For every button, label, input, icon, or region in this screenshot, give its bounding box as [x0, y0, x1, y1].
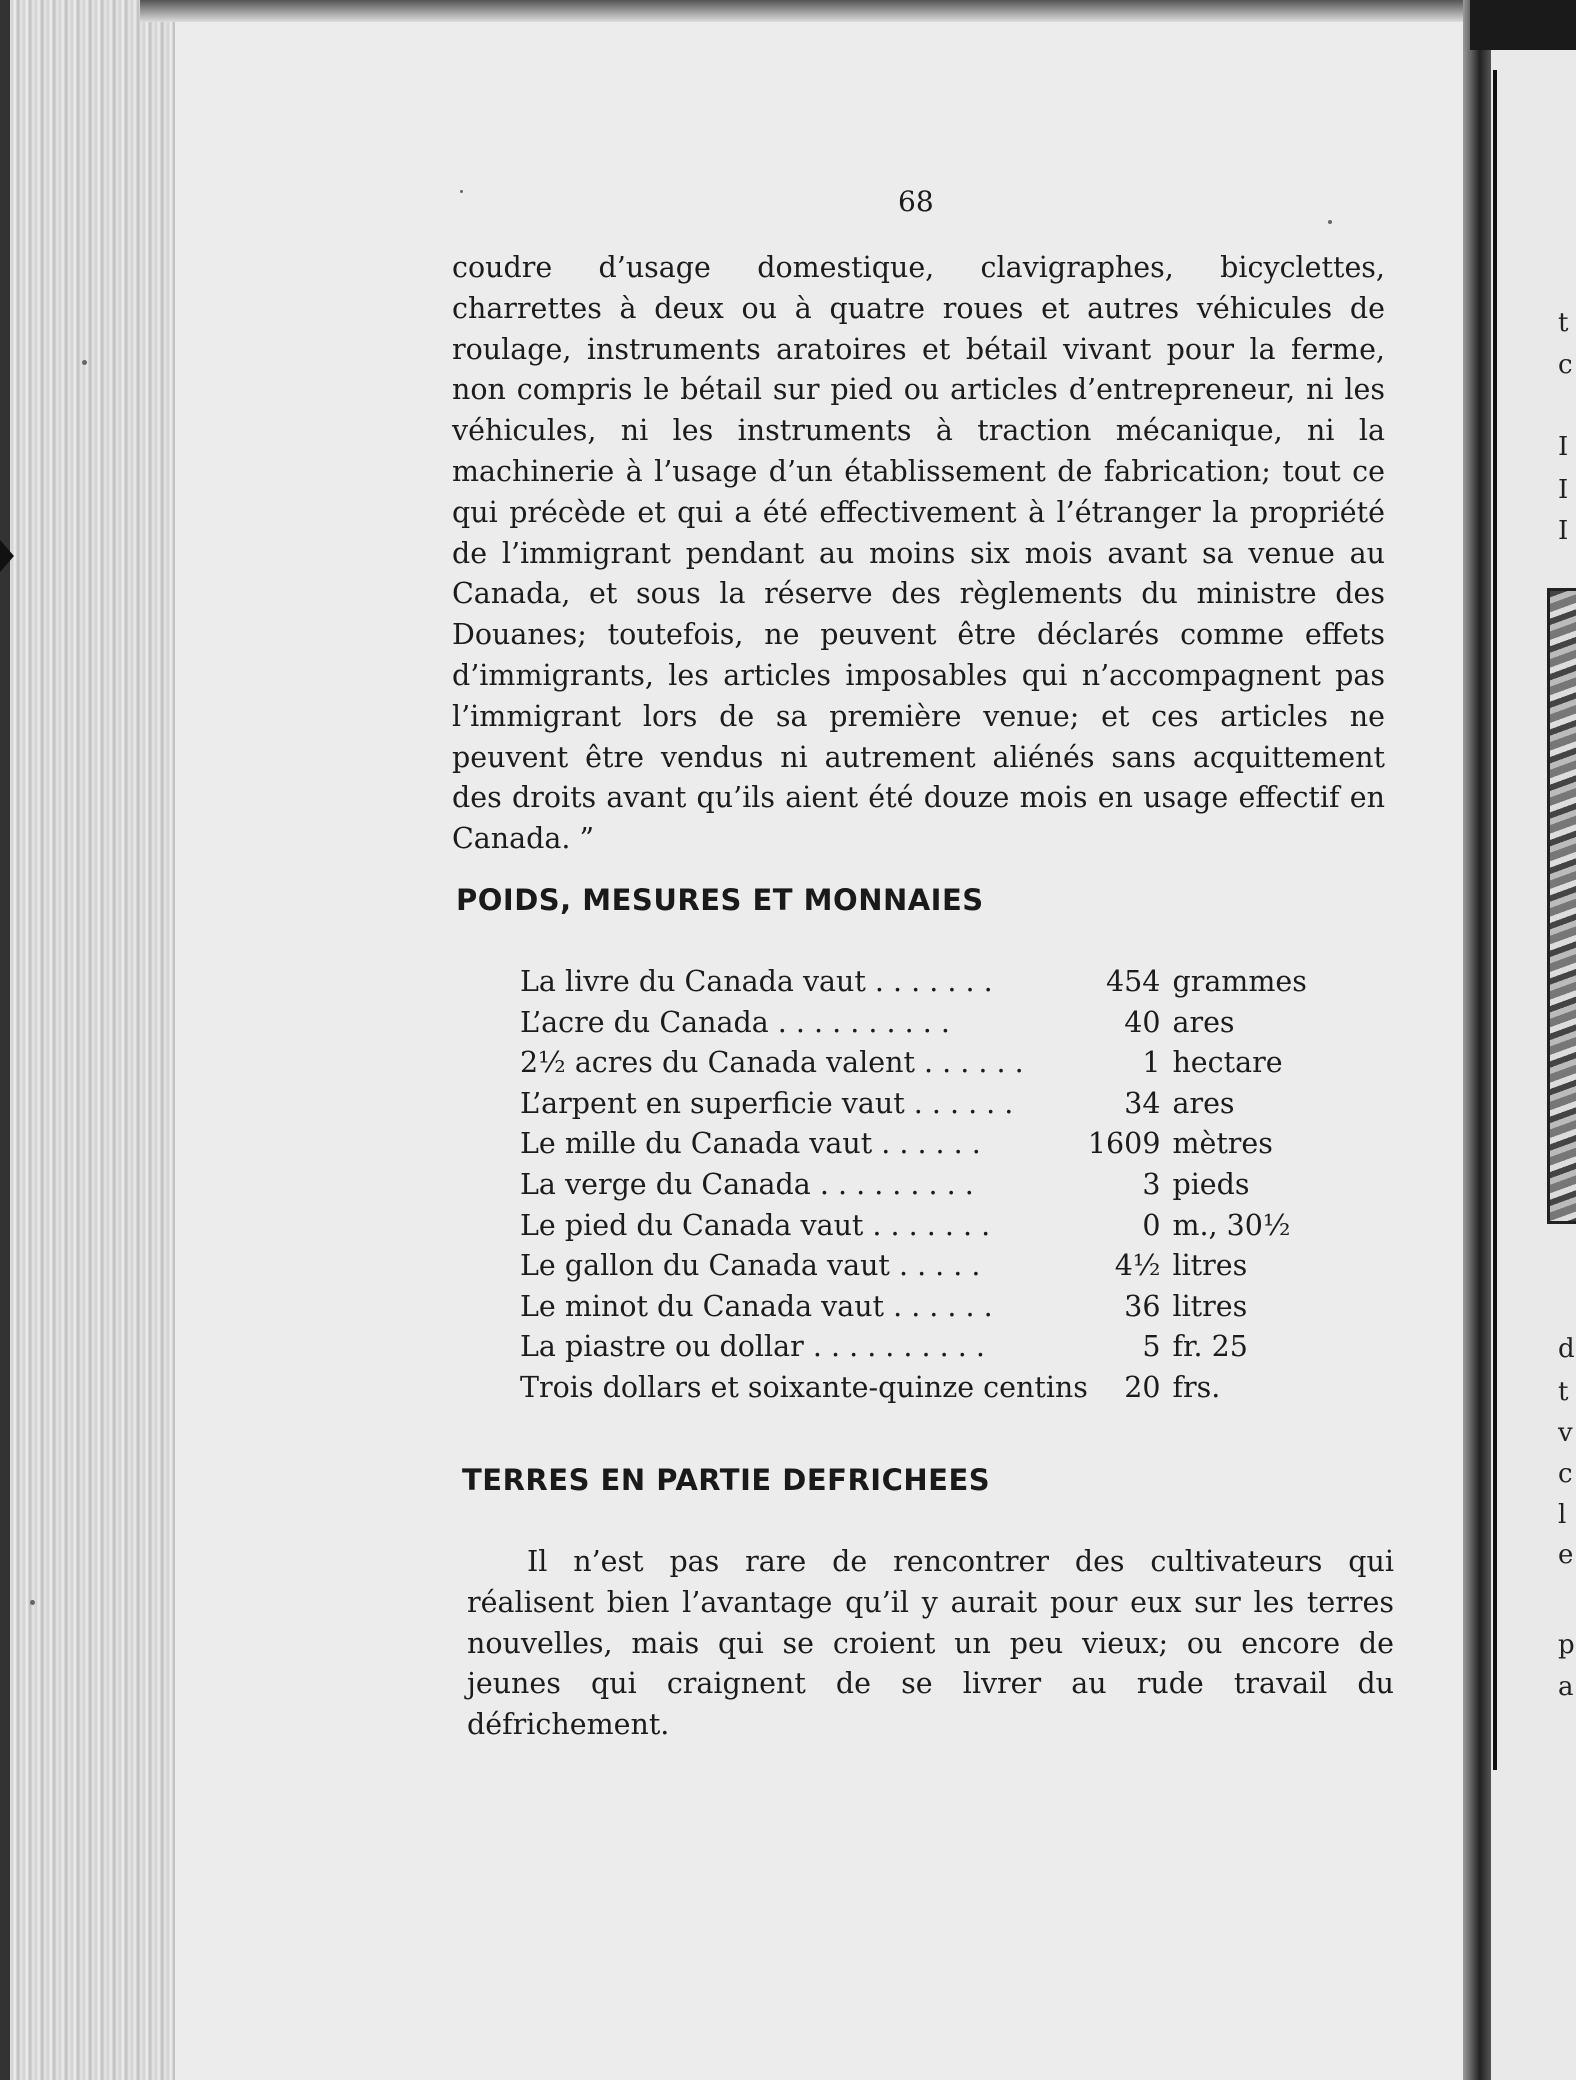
row-unit: litres — [1172, 1289, 1248, 1323]
row-unit: m., 30½ — [1172, 1208, 1291, 1242]
row-value: 36 — [1124, 1289, 1161, 1323]
body-paragraph: coudre d’usage domestique, clavigraphes, bicyclettes, charrettes à deux ou à quatre roues et autres véhicules de roulage, instruments aratoires et bétail vivant pour la ferme, non compris le bétail sur pied ou articles d’entrepreneur, ni les véhicules, ni les instruments à traction mécanique, ni la machinerie à l’usage d’un établissement de fabrication; tout ce qui précède et qui a été effectivement à l’étranger la propriété de l’immigrant pendant au moins six mois avant sa venue au Canada, et sous la réserve des règlements du ministre des Douanes; toutefois, ne peuvent être déclarés comme effets d’immigrants, les articles imposables qui n’accompagnent pas l’immigrant lors de sa première venue; et ces articles ne peuvent être vendus ni autrement aliénés sans acquittement des droits avant qu’ils aient été douze mois en usage effectif en Canada. ” — [452, 251, 1385, 856]
row-unit: mètres — [1172, 1127, 1273, 1161]
facing-letter: I — [1558, 475, 1569, 505]
edge-marker-icon — [0, 540, 14, 572]
row-unit: hectare — [1172, 1046, 1283, 1080]
row-unit: grammes — [1172, 965, 1307, 998]
facing-page-rule — [1493, 70, 1497, 1770]
facing-letter: l — [1558, 1500, 1567, 1530]
table-row — [520, 1287, 1342, 1328]
row-label: L’arpent en superficie vaut . . . . . . — [520, 1086, 1014, 1120]
row-label: Le minot du Canada vaut . . . . . . — [520, 1289, 993, 1323]
row-label: Le pied du Canada vaut . . . . . . . — [520, 1208, 991, 1242]
row-label: Trois dollars et soixante-quinze centins — [520, 1370, 1088, 1404]
table-row — [520, 1165, 1342, 1206]
facing-letter: v — [1558, 1418, 1573, 1448]
facing-letter: I — [1558, 516, 1569, 546]
row-label: Le mille du Canada vaut . . . . . . — [520, 1127, 981, 1161]
table-row — [520, 1206, 1342, 1247]
page-number: 68 — [898, 185, 934, 218]
table-row — [520, 962, 1342, 1003]
facing-letter: p — [1558, 1630, 1575, 1660]
table-row — [520, 1246, 1342, 1287]
measures-table — [520, 962, 1342, 1409]
page-edge-stack — [0, 0, 175, 2080]
facing-letter: e — [1558, 1540, 1574, 1570]
row-unit: fr. 25 — [1172, 1330, 1248, 1364]
table-row — [520, 1327, 1342, 1368]
facing-letter: d — [1558, 1334, 1575, 1364]
row-unit: frs. — [1172, 1370, 1221, 1404]
row-value: 1 — [1142, 1046, 1161, 1080]
book-spine-edge — [0, 0, 10, 2080]
row-value: 0 — [1142, 1208, 1161, 1242]
row-value: 40 — [1124, 1005, 1161, 1039]
closing-paragraph: Il n’est pas rare de rencontrer des cultivateurs qui réalisent bien l’avantage qu’il y aurait pour eux sur les terres nouvelles, mais qui se croient un peu vieux; ou encore de jeunes qui craignent de se livrer au rude travail du défrichement. — [467, 1545, 1394, 1742]
row-value: 5 — [1142, 1330, 1161, 1364]
page-top-shadow — [140, 0, 1470, 22]
table-row — [520, 1368, 1342, 1409]
facing-letter: t — [1558, 308, 1569, 338]
row-value: 3 — [1142, 1167, 1161, 1201]
table-row — [520, 1003, 1342, 1044]
row-value: 1609 — [1087, 1127, 1161, 1161]
row-unit: ares — [1172, 1005, 1235, 1039]
row-label: La livre du Canada vaut . . . . . . . — [520, 965, 993, 998]
binding-gutter — [1463, 0, 1491, 2080]
row-label: Le gallon du Canada vaut . . . . . — [520, 1249, 981, 1283]
facing-letter: c — [1558, 1459, 1573, 1489]
table-row — [520, 1084, 1342, 1125]
section-heading-weights-measures: POIDS, MESURES ET MONNAIES — [456, 883, 984, 917]
row-value: 20 — [1124, 1370, 1161, 1404]
facing-letter: a — [1558, 1672, 1574, 1702]
section-heading-cleared-lands: TERRES EN PARTIE DEFRICHEES — [462, 1463, 991, 1497]
row-label: La verge du Canada . . . . . . . . . — [520, 1167, 974, 1201]
row-unit: litres — [1172, 1249, 1248, 1283]
facing-letter: t — [1558, 1377, 1569, 1407]
facing-letter: c — [1558, 350, 1573, 380]
row-label: 2½ acres du Canada valent . . . . . . — [520, 1046, 1024, 1080]
row-value: 4½ — [1114, 1249, 1161, 1283]
facing-page-illustration — [1547, 588, 1576, 1224]
row-label: La piastre ou dollar . . . . . . . . . . — [520, 1330, 985, 1364]
table-row — [520, 1124, 1342, 1165]
table-row — [520, 1043, 1342, 1084]
row-value: 454 — [1106, 965, 1161, 998]
row-unit: pieds — [1172, 1167, 1250, 1201]
row-unit: ares — [1172, 1086, 1235, 1120]
facing-letter: I — [1558, 432, 1569, 462]
row-value: 34 — [1124, 1086, 1161, 1120]
row-label: L’acre du Canada . . . . . . . . . . — [520, 1005, 950, 1039]
facing-page-top — [1470, 0, 1576, 50]
